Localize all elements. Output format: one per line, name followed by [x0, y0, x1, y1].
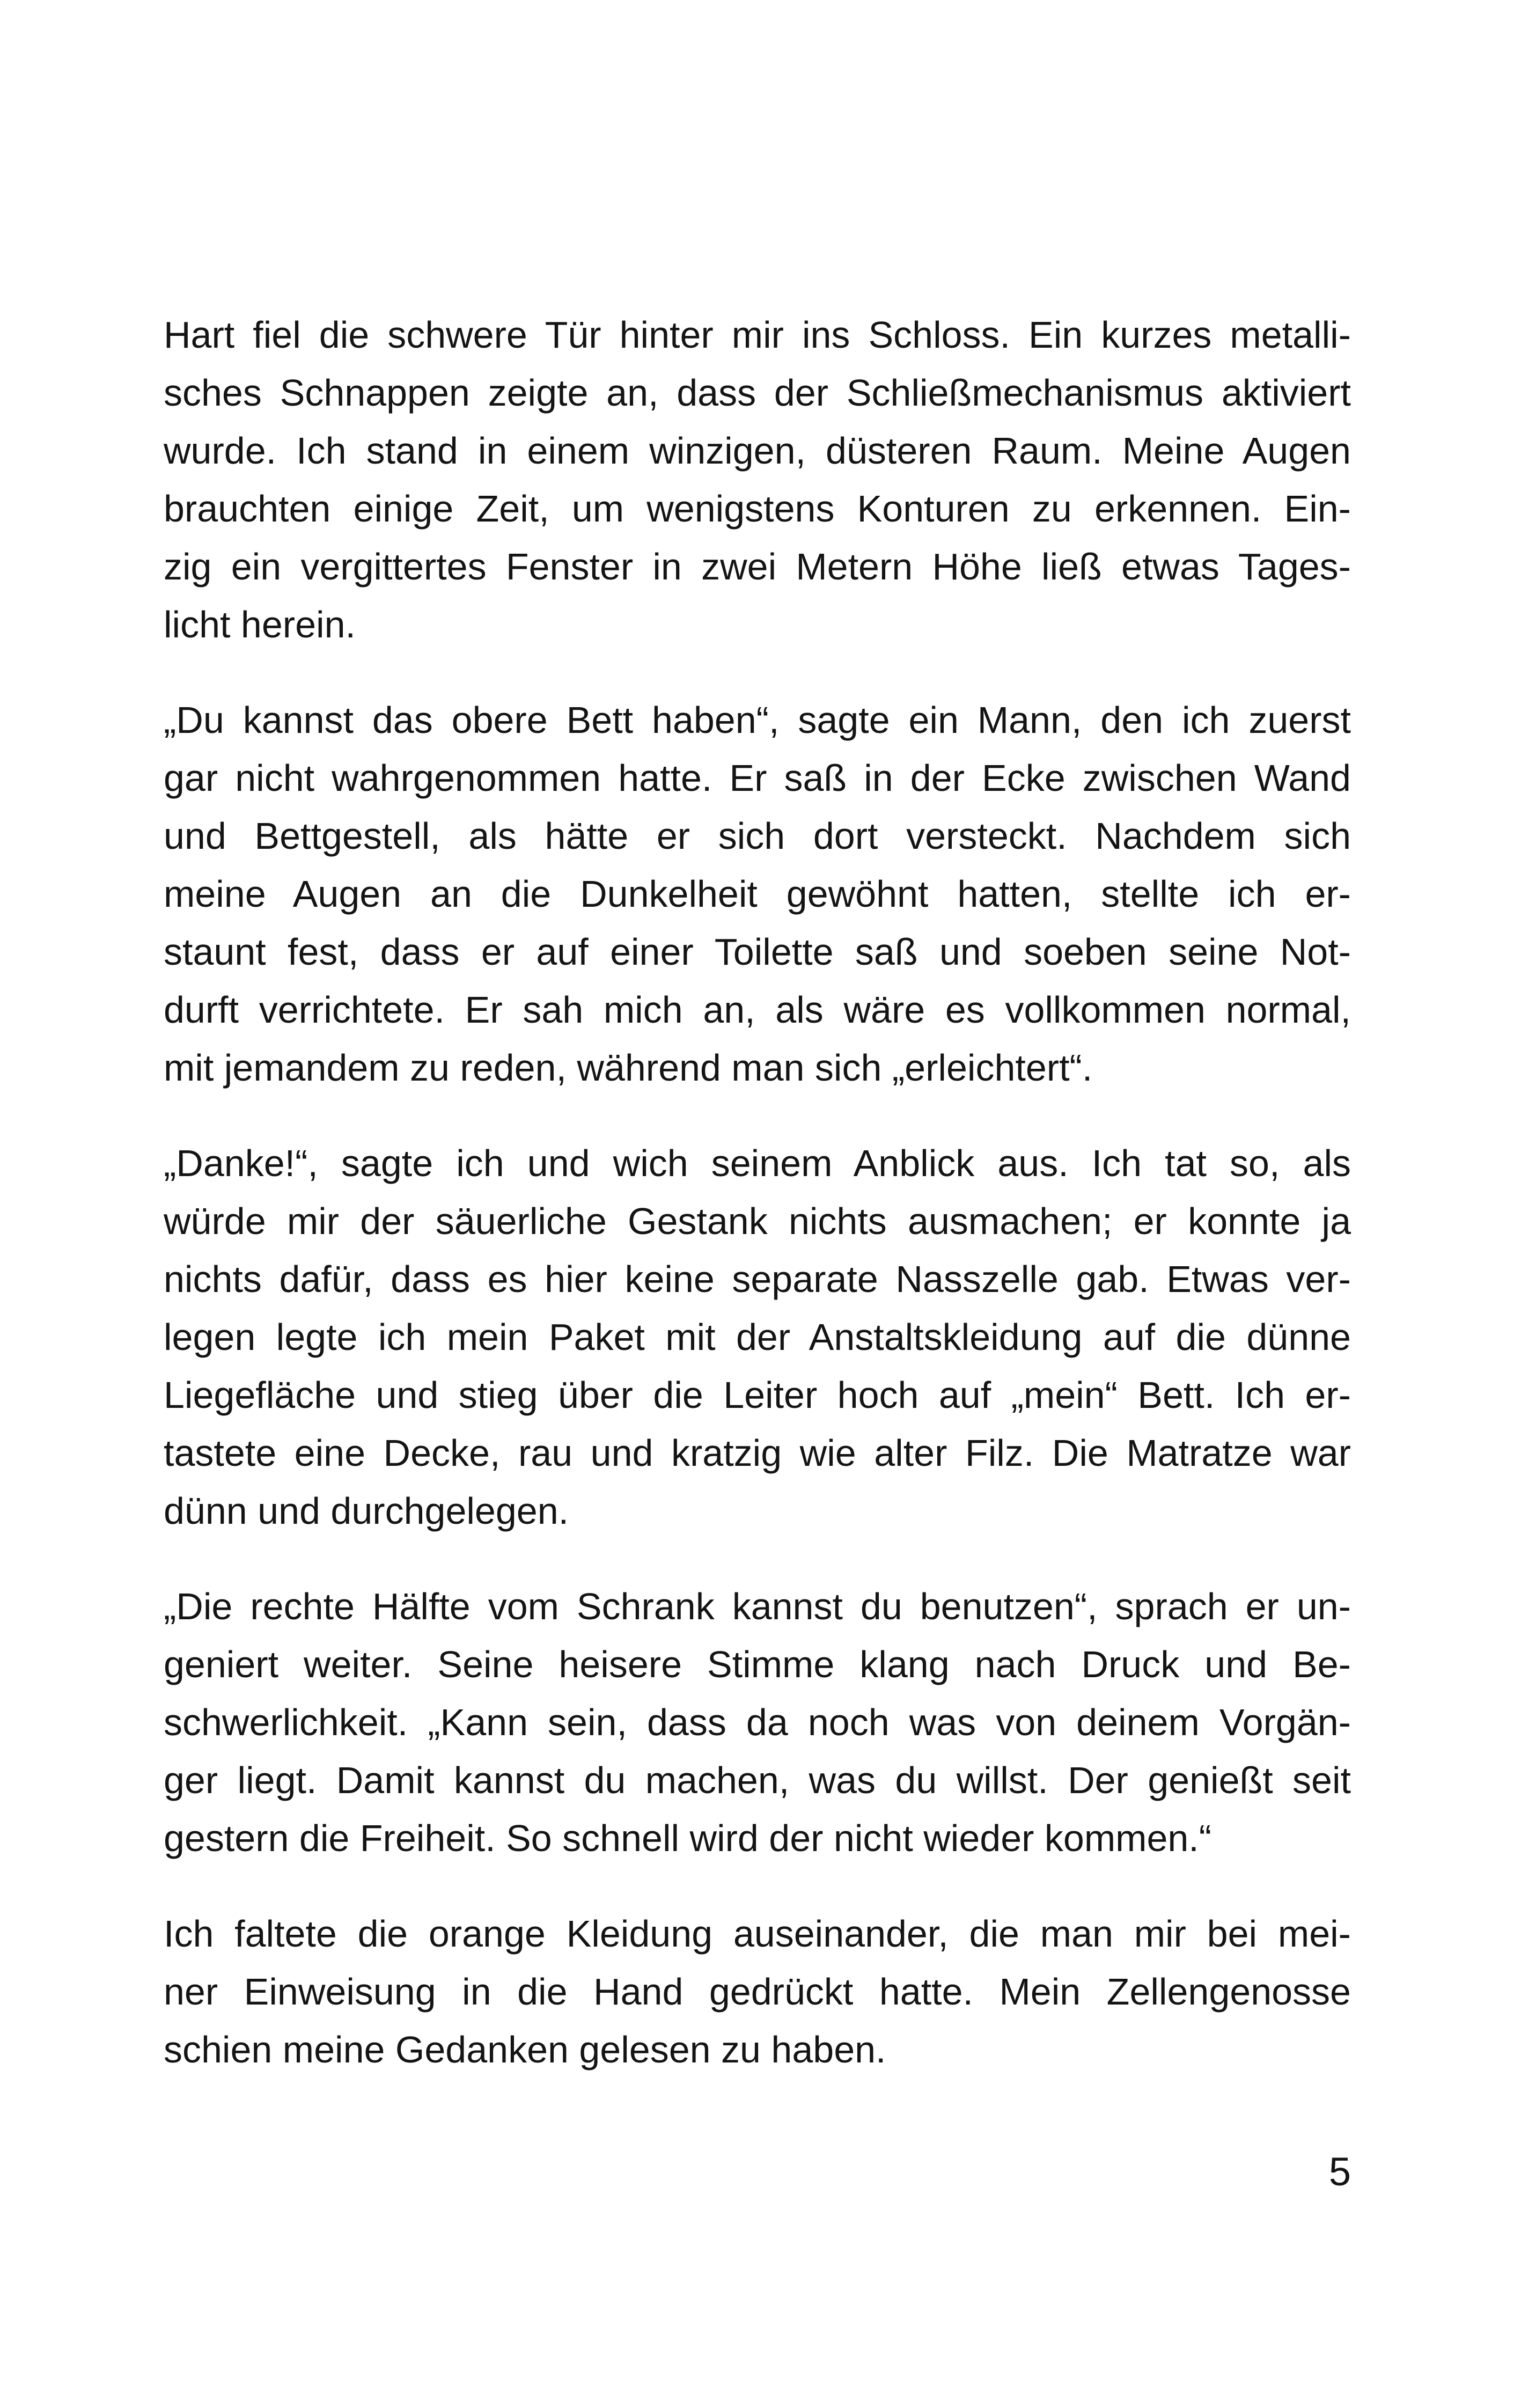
paragraph-5: [164, 1905, 1351, 2079]
paragraph-1: [164, 306, 1351, 654]
text-line: geniert weiter. Seine heisere Stimme klang nach Druck und Be-: [164, 1643, 1351, 1685]
text-line: Ich faltete die orange Kleidung auseinander, die man mir bei mei-: [164, 1913, 1351, 1955]
text-line: gestern die Freiheit. So schnell wird der nicht wieder kommen.“: [164, 1817, 1212, 1859]
text-line: und Bettgestell, als hätte er sich dort versteckt. Nachdem sich: [164, 815, 1351, 857]
text-line: Hart fiel die schwere Tür hinter mir ins Schloss. Ein kurzes metalli-: [164, 314, 1351, 356]
text-line: „Danke!“, sagte ich und wich seinem Anblick aus. Ich tat so, als: [164, 1142, 1351, 1184]
text-line: legen legte ich mein Paket mit der Anstaltskleidung auf die dünne: [164, 1316, 1351, 1358]
text-line: nichts dafür, dass es hier keine separate Nasszelle gab. Etwas ver-: [164, 1258, 1351, 1300]
paragraph-3: [164, 1134, 1351, 1540]
text-line: mit jemandem zu reden, während man sich „erleichtert“.: [164, 1047, 1093, 1089]
paragraph-4: [164, 1577, 1351, 1867]
text-line: zig ein vergittertes Fenster in zwei Metern Höhe ließ etwas Tages-: [164, 546, 1351, 588]
text-line: sches Schnappen zeigte an, dass der Schließmechanismus aktiviert: [164, 372, 1351, 414]
text-line: ner Einweisung in die Hand gedrückt hatte. Mein Zellengenosse: [164, 1971, 1351, 2013]
page-number: 5: [1328, 2149, 1351, 2194]
text-line: tastete eine Decke, rau und kratzig wie alter Filz. Die Matratze war: [164, 1432, 1351, 1474]
text-line: dünn und durchgelegen.: [164, 1490, 569, 1532]
text-line: „Du kannst das obere Bett haben“, sagte ein Mann, den ich zuerst: [164, 699, 1351, 741]
text-line: ger liegt. Damit kannst du machen, was du willst. Der genießt seit: [164, 1759, 1351, 1801]
text-line: schien meine Gedanken gelesen zu haben.: [164, 2029, 886, 2071]
text-line: würde mir der säuerliche Gestank nichts ausmachen; er konnte ja: [164, 1200, 1351, 1242]
text-line: schwerlichkeit. „Kann sein, dass da noch was von deinem Vorgän-: [164, 1701, 1351, 1743]
text-line: licht herein.: [164, 604, 356, 645]
text-line: „Die rechte Hälfte vom Schrank kannst du benutzen“, sprach er un-: [164, 1585, 1351, 1627]
text-line: Liegefläche und stieg über die Leiter hoch auf „mein“ Bett. Ich er-: [164, 1374, 1351, 1416]
text-line: durft verrichtete. Er sah mich an, als wäre es vollkommen normal,: [164, 989, 1351, 1031]
text-line: gar nicht wahrgenommen hatte. Er saß in der Ecke zwischen Wand: [164, 757, 1351, 799]
text-line: wurde. Ich stand in einem winzigen, düsteren Raum. Meine Augen: [164, 430, 1351, 472]
text-line: brauchten einige Zeit, um wenigstens Konturen zu erkennen. Ein-: [164, 488, 1351, 530]
body-text: [164, 306, 1351, 2116]
paragraph-2: [164, 691, 1351, 1097]
text-line: staunt fest, dass er auf einer Toilette saß und soeben seine Not-: [164, 931, 1351, 973]
text-line: meine Augen an die Dunkelheit gewöhnt hatten, stellte ich er-: [164, 873, 1351, 915]
